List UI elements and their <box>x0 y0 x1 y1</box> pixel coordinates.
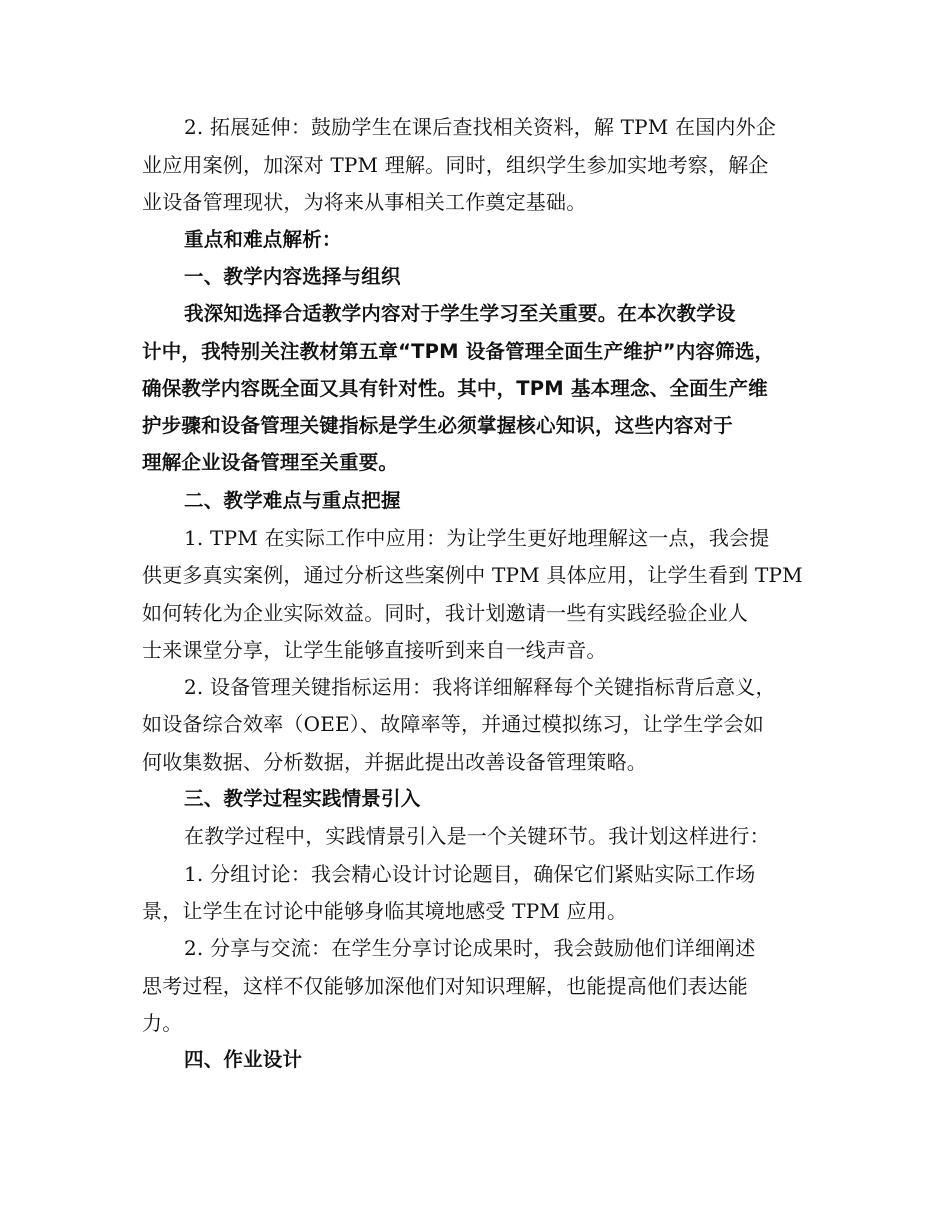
paragraph-line: 1. TPM 在实际工作中应用：为让学生更好地理解这一点，我会提 <box>184 526 770 550</box>
section-heading: 四、作业设计 <box>184 1048 303 1071</box>
paragraph-line: 供更多真实案例，通过分析这些案例中 TPM 具体应用，让学生看到 TPM <box>142 563 803 587</box>
paragraph-line-bold: 计中，我特别关注教材第五章“TPM 设备管理全面生产维护”内容筛选， <box>142 340 775 363</box>
paragraph-line: 2. 分享与交流：在学生分享讨论成果时，我会鼓励他们详细阐述 <box>184 936 756 960</box>
section-heading: 二、教学难点与重点把握 <box>184 489 401 512</box>
paragraph-line: 如设备综合效率（OEE）、故障率等，并通过模拟练习，让学生学会如 <box>142 712 764 736</box>
paragraph-line: 景，让学生在讨论中能够身临其境地感受 TPM 应用。 <box>142 899 628 923</box>
paragraph-line: 2. 拓展延伸：鼓励学生在课后查找相关资料，解 TPM 在国内外企 <box>184 115 777 139</box>
paragraph-line: 业应用案例，加深对 TPM 理解。同时，组织学生参加实地考察，解企 <box>142 153 769 177</box>
paragraph-line: 思考过程，这样不仅能够加深他们对知识理解，也能提高他们表达能 <box>142 974 748 998</box>
paragraph-line: 力。 <box>142 1011 183 1035</box>
paragraph-line-bold: 护步骤和设备管理关键指标是学生必须掌握核心知识，这些内容对于 <box>142 414 734 437</box>
paragraph-line: 1. 分组讨论：我会精心设计讨论题目，确保它们紧贴实际工作场 <box>184 862 756 886</box>
paragraph-line: 在教学过程中，实践情景引入是一个关键环节。我计划这样进行： <box>184 824 770 848</box>
paragraph-line: 业设备管理现状，为将来从事相关工作奠定基础。 <box>142 190 587 214</box>
paragraph-line-bold: 我深知选择合适教学内容对于学生学习至关重要。在本次教学设 <box>184 302 736 325</box>
paragraph-line: 何收集数据、分析数据，并据此提出改善设备管理策略。 <box>142 750 647 774</box>
paragraph-line: 如何转化为企业实际效益。同时，我计划邀请一些有实践经验企业人 <box>142 601 748 625</box>
paragraph-line-bold: 确保教学内容既全面又具有针对性。其中，TPM 基本理念、全面生产维 <box>142 377 768 400</box>
paragraph-line: 士来课堂分享，让学生能够直接听到来自一线声音。 <box>142 638 607 662</box>
section-heading: 重点和难点解析： <box>184 228 342 251</box>
paragraph-line-bold: 理解企业设备管理至关重要。 <box>142 451 399 474</box>
section-heading: 三、教学过程实践情景引入 <box>184 787 421 810</box>
paragraph-line: 2. 设备管理关键指标运用：我将详细解释每个关键指标背后意义， <box>184 675 776 699</box>
section-heading: 一、教学内容选择与组织 <box>184 265 401 288</box>
